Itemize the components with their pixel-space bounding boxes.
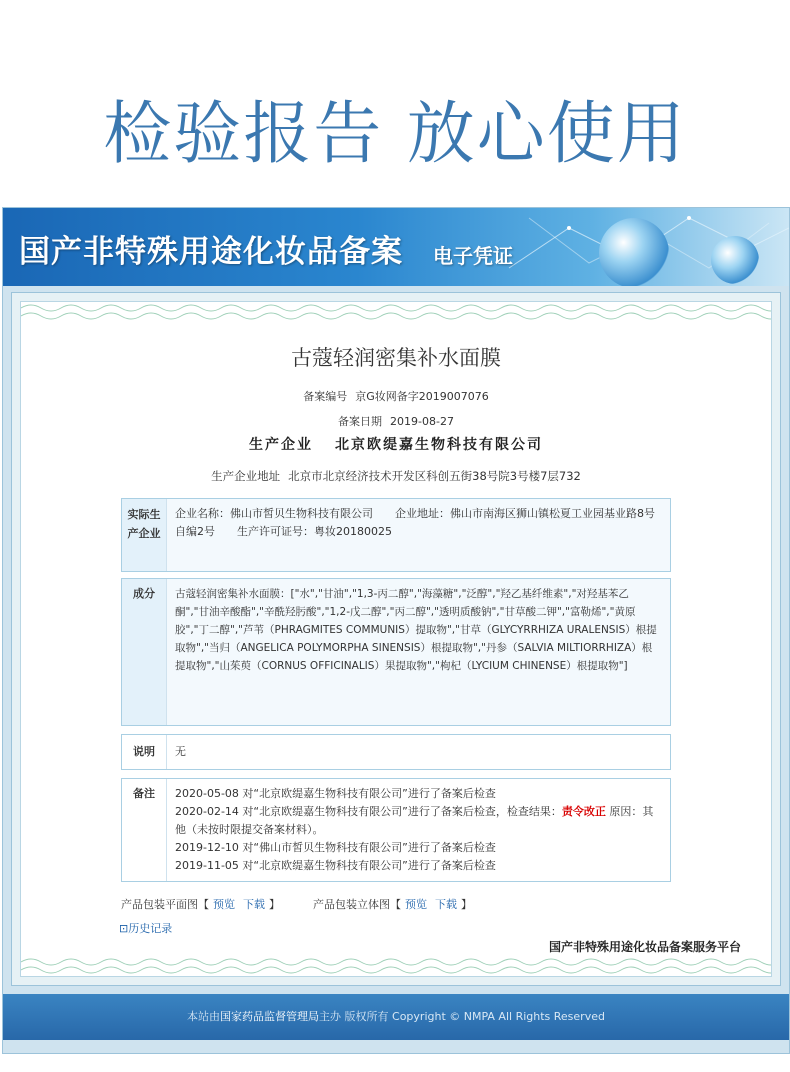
wave-border-bottom	[21, 954, 771, 976]
banner-subtitle: 电子凭证	[433, 244, 513, 268]
producer-row	[21, 434, 771, 454]
filing-date-row	[21, 413, 771, 429]
wave-border-top	[21, 302, 771, 324]
footer-org: 国家药品监督管理局	[220, 1010, 320, 1023]
remark-line: 2020-02-14 对“北京欧缇嘉生物科技有限公司”进行了备案后检查，检查结果：责令改正 原因：其他（未按时限提交备案材料）。	[175, 805, 654, 836]
product-name: 古蔻轻润密集补水面膜	[291, 346, 501, 370]
ingredients-head: 成分	[133, 587, 155, 600]
rectify-result: 责令改正	[561, 805, 606, 818]
hero-title: 检验报告 放心使用	[103, 95, 687, 174]
remarks-head: 备注	[122, 779, 166, 881]
stereo-download-link[interactable]: 下载	[435, 898, 457, 911]
producer-name: 北京欧缇嘉生物科技有限公司	[335, 437, 543, 453]
filing-date: 2019-08-27	[390, 415, 454, 428]
flat-preview-link[interactable]: 预览	[213, 898, 235, 911]
filing-number-row	[21, 388, 771, 404]
history-icon: ⊡	[119, 922, 129, 935]
remarks-body	[166, 779, 670, 881]
certificate-banner	[3, 208, 789, 286]
footer: 本站由国家药品监督管理局主办 版权所有 Copyright © NMPA All Rights Reserved	[3, 994, 789, 1040]
producer-address: 北京市北京经济技术开发区科创五街38号院3号楼7层732	[288, 469, 581, 483]
producer-address-label: 生产企业地址	[211, 469, 281, 483]
banner-orb	[599, 218, 669, 286]
actual-enterprise-box	[121, 498, 671, 572]
certificate-frame	[11, 292, 781, 986]
certificate-panel	[2, 207, 790, 1054]
filing-date-label: 备案日期	[338, 415, 383, 428]
flat-download-link[interactable]: 下载	[243, 898, 265, 911]
remark-line: 2020-05-08 对“北京欧缇嘉生物科技有限公司”进行了备案后检查	[175, 787, 496, 800]
stereo-preview-link[interactable]: 预览	[405, 898, 427, 911]
actual-enterprise-text: 企业名称：佛山市皙贝生物科技有限公司 企业地址：佛山市南海区狮山镇松夏工业园基业路8号自编2号 生产许可证号：粤妆20180025	[166, 499, 670, 571]
certificate-body	[20, 301, 772, 977]
stereo-package-label: 产品包装立体图	[313, 898, 390, 911]
platform-name: 国产非特殊用途化妆品备案服务平台	[548, 940, 741, 954]
banner-title: 国产非特殊用途化妆品备案	[19, 234, 403, 270]
remark-line: 2019-12-10 对“佛山市皙贝生物科技有限公司”进行了备案后检查	[175, 841, 496, 854]
remark-line: 2019-11-05 对“北京欧缇嘉生物科技有限公司”进行了备案后检查	[175, 859, 496, 872]
hero-section	[0, 0, 790, 205]
notes-head: 说明	[122, 735, 166, 769]
history-link[interactable]: ⊡历史记录	[119, 922, 173, 935]
filing-number-label: 备案编号	[303, 390, 348, 403]
remarks-box	[121, 778, 671, 882]
flat-package-label: 产品包装平面图	[121, 898, 198, 911]
package-images-row: 产品包装平面图【 预览 下载 】 产品包装立体图【 预览 下载 】	[121, 898, 472, 911]
ingredients-text: 古蔻轻润密集补水面膜：["水","甘油","1,3-丙二醇","海藻糖","泛醇","羟乙基纤维素","对羟基苯乙酮","甘油辛酸酯","辛酰羟肟酸","1,2-戊二醇","丙二醇","透明质酸钠","甘草酸二钾","富勒烯","黄原胶","丁二醇","芦苇（PHRAGMITES COMMUNIS）提取物","甘草（GLYCYRRHIZA URALENSIS）根提取物","当归（ANGELICA POLYMORPHA SINENSIS）根提取物","丹参（SALVIA MILTIORRHIZA）根提取物","山茱萸（CORNUS OFFICINALIS）果提取物","枸杞（LYCIUM CHINENSE）根提取物"]	[166, 579, 670, 725]
ingredients-box	[121, 578, 671, 726]
producer-address-row	[21, 468, 771, 484]
notes-text: 无	[166, 735, 670, 769]
actual-enterprise-head: 实际生产企业	[127, 508, 161, 540]
banner-orb	[711, 236, 759, 284]
producer-label: 生产企业	[249, 437, 313, 453]
notes-box	[121, 734, 671, 770]
filing-number: 京G妆网备字2019007076	[355, 390, 489, 403]
